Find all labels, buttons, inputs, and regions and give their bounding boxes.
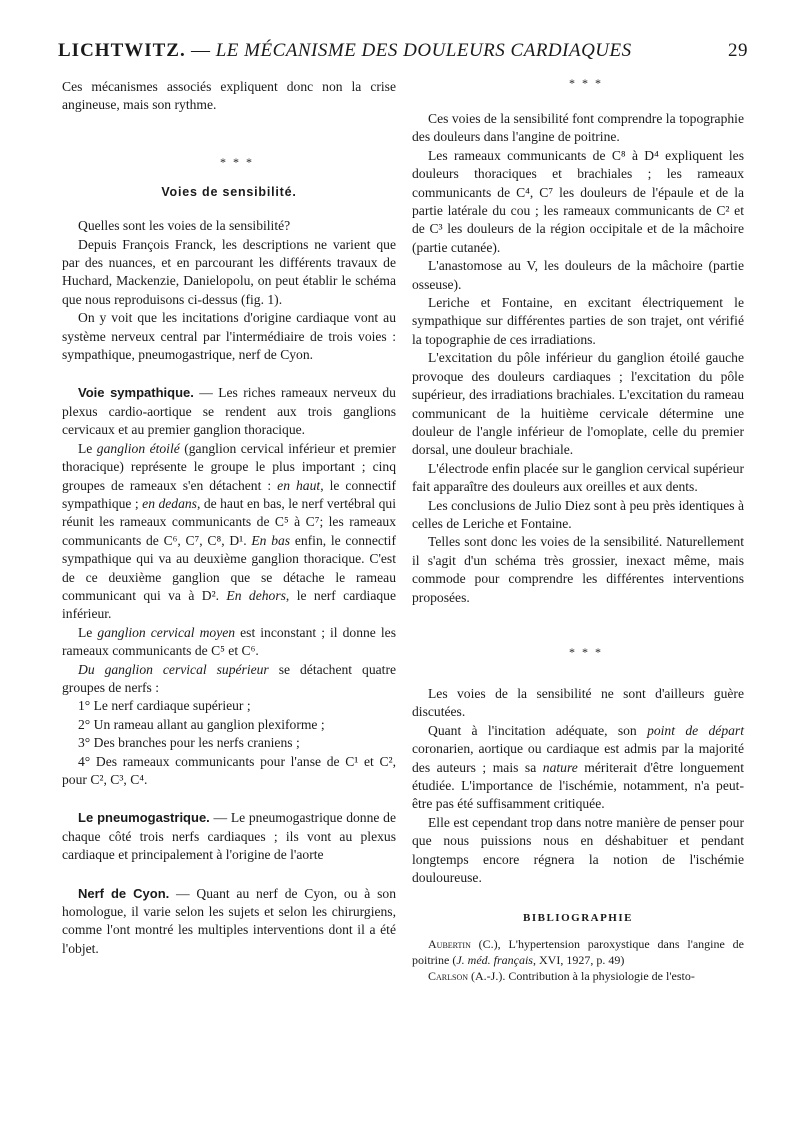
paragraph-topographie: Ces voies de la sensibilité font comprendre la topographie des douleurs dans l'angine de poitrine.	[412, 111, 744, 145]
runin-pneumogastrique: Le pneumogastrique.	[78, 810, 210, 826]
list-item: 2° Un rameau allant au ganglion plexiforme ;	[78, 716, 325, 732]
paragraph-electrode: L'électrode enfin placée sur le ganglion cervical supérieur fait apparaître des douleurs aux oreilles et aux dents.	[412, 460, 744, 495]
paragraph-telles: Telles sont donc les voies de la sensibilité. Naturellement il s'agit d'un schéma très grossier, inexact même, mais commode pour comprendre les différentes interventions proposées.	[412, 534, 744, 605]
right-column	[412, 78, 744, 984]
list-item: 3° Des branches pour les nerfs craniens ;	[78, 735, 300, 751]
section-title: Voies de sensibilité.	[161, 184, 297, 199]
header-dash: —	[190, 40, 211, 61]
paragraph-rameaux: Les rameaux communicants de C⁸ à D⁴ expliquent les douleurs thoraciques et brachiales ; les rameaux communicants de C⁴, C⁷ les douleurs de l'épaule et de la partie latérale du cou ; les rameaux communicants de C² et de C³ les douleurs de la région occipitale et de la mâchoire (partie cutanée).	[412, 147, 744, 255]
paragraph-excitation: L'excitation du pôle inférieur du ganglion étoilé gauche provoque des douleurs cardiaques ; l'excitation du pôle supérieur, des irradiations brachiales. L'excitation du rameau communicant de la huitième cervicale détermine une douleur de l'angle inférieur de l'omoplate, celle du premier dorsal, une douleur brachiale.	[412, 350, 744, 458]
paragraph-question: Quelles sont les voies de la sensibilité?	[78, 218, 291, 234]
bibliography-entry: Carlson (A.-J.). Contribution à la physiologie de l'esto-	[428, 968, 695, 983]
paragraph-nerf-de-cyon: Nerf de Cyon. — Quant au nerf de Cyon, ou à son homologue, il varie selon les sujets et selon les chirurgiens, comme l'ont montré les multiples interventions dont il a été l'objet.	[62, 885, 396, 956]
paragraph-anastomose: L'anastomose au V, les douleurs de la mâchoire (partie osseuse).	[412, 258, 744, 292]
running-header	[58, 40, 748, 70]
runin-nerf-de-cyon: Nerf de Cyon.	[78, 885, 170, 901]
left-column	[62, 78, 396, 958]
list-item: 1° Le nerf cardiaque supérieur ;	[78, 698, 251, 714]
paragraph-incitation: Quant à l'incitation adéquate, son point de départ coronarien, aortique ou cardiaque est admis par la majorité des auteurs ; mais sa nature mériterait d'être longuement étudiée. L'importance de l'ischémie, notamment, n'a peut-être pas été suffisamment critiquée.	[412, 722, 744, 812]
section-separator: * * *	[569, 644, 603, 659]
header-title: LE MÉCANISME DES DOULEURS CARDIAQUES	[215, 40, 632, 61]
paragraph-voies-discutees: Les voies de la sensibilité ne sont d'ailleurs guère discutées.	[412, 685, 744, 720]
paragraph-diez: Les conclusions de Julio Diez sont à peu près identiques à celles de Leriche et Fontaine.	[412, 497, 744, 531]
section-separator: * * *	[569, 76, 603, 90]
paragraph-voie-sympathique: Voie sympathique. — Les riches rameaux nerveux du plexus cardio-aortique se rendent aux trois ganglions cervicaux et au premier ganglion thoracique.	[62, 385, 396, 438]
paragraph-franck: Depuis François Franck, les descriptions ne varient que par des nuances, et en parcourant les différents travaux de Huchard, Mackenzie, Danielopolu, on peut établir le schéma que nous reproduisons ci-dessus (fig. 1).	[62, 236, 396, 307]
paragraph-voit: On y voit que les incitations d'origine cardiaque vont au système nerveux central par l'intermédiaire de trois voies : sympathique, pneumogastrique, nerf de Cyon.	[62, 310, 396, 363]
page-number: 29	[728, 40, 748, 61]
bibliography-title: BIBLIOGRAPHIE	[523, 912, 633, 925]
paragraph-ganglion-etoile: Le ganglion étoilé (ganglion cervical inférieur et premier thoracique) représente le groupe le plus important ; cinq groupes de rameaux s'en détachent : en haut, le connectif sympathique ; en dedans, de haut en bas, le nerf vertébral qui réunit les rameaux communicants de C⁵ à C⁷; les rameaux communicants de C⁶, C⁷, C⁸, D¹. En bas enfin, le connectif sympathique qui va au deuxième ganglion thoracique. C'est de ce deuxième ganglion que se détache le rameau communicant qui va à D². En dehors, le nerf cardiaque inférieur.	[62, 440, 396, 622]
intro-paragraph: Ces mécanismes associés expliquent donc non la crise angineuse, mais son rythme.	[62, 79, 396, 113]
bibliography-entry: Aubertin (C.), L'hypertension paroxystique dans l'angine de poitrine (J. méd. français, XVI, 1927, p. 49)	[412, 936, 744, 967]
section-separator: * * *	[220, 154, 254, 169]
runin-voie-sympathique: Voie sympathique.	[78, 385, 194, 401]
paragraph-pneumogastrique: Le pneumogastrique. — Le pneumogastrique donne de chaque côté trois nerfs cardiaques ; ils vont au plexus cardiaque et principalement à l'origine de l'aorte	[62, 810, 396, 863]
paragraph-ischemie: Elle est cependant trop dans notre manière de penser pour que nous puissions nous en déshabituer et pendant longtemps encore régnera la notion de l'ischémie douloureuse.	[412, 814, 744, 886]
list-item: 4° Des rameaux communicants pour l'anse de C¹ et C², pour C², C³, C⁴.	[62, 753, 396, 787]
header-author: LICHTWITZ.	[58, 40, 186, 61]
paragraph-ganglion-moyen: Le ganglion cervical moyen est inconstant ; il donne les rameaux communicants de C⁵ et C⁶.	[62, 624, 396, 659]
paragraph-leriche: Leriche et Fontaine, en excitant électriquement le sympathique sur différentes parties de son trajet, ont vérifié la topographie de ces irradiations.	[412, 295, 744, 347]
paragraph-ganglion-superieur: Du ganglion cervical supérieur se détachent quatre groupes de nerfs :	[62, 661, 396, 695]
nerve-list	[62, 697, 396, 789]
